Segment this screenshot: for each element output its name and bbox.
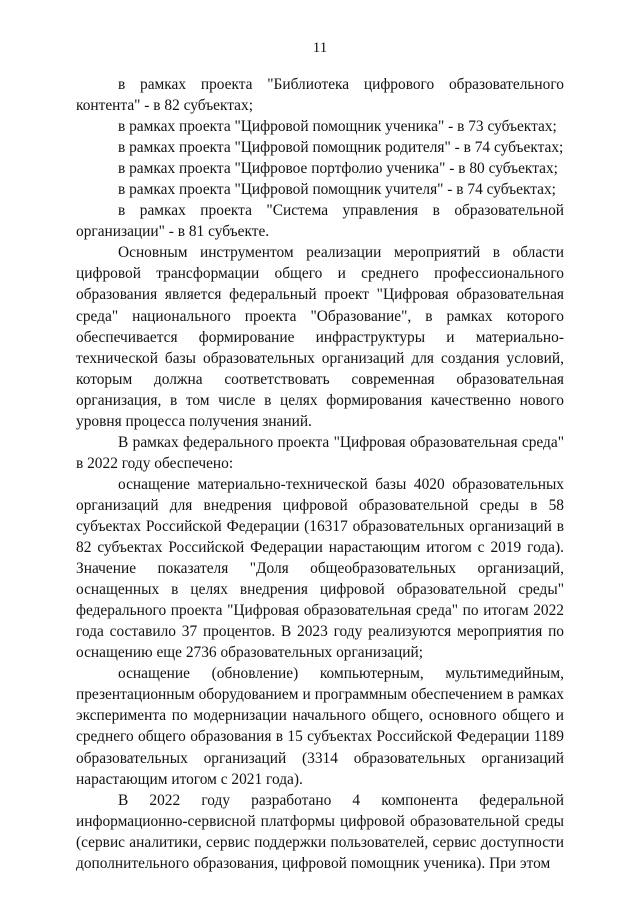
paragraph-parent-assistant: в рамках проекта "Цифровой помощник родителя" - в 74 субъектах;: [118, 139, 564, 157]
paragraph-equipment-base: оснащение материально-технической базы 4020 образовательных организаций для внедрения цифровой образовательной среды в 58 субъектах Российской Федерации (16317 образовательных организаций в 82 субъектах Российской Федерации нарастающим итогом с 2019 года). Значение показателя "Доля общеобразовательных организаций, оснащенных в целях внедрения цифровой образовательной среды" федерального проекта "Цифровая образовательная среда" по итогам 2022 года составило 37 процентов. В 2023 году реализуются мероприятия по оснащению еще 2736 образовательных организаций;: [76, 475, 564, 662]
paragraph-platform-components: В 2022 году разработано 4 компонента федеральной информационно-сервисной платформы цифровой образовательной среды (сервис аналитики, сервис поддержки пользователей, сервис доступности дополнительного образования, цифровой помощник ученика). При этом: [76, 791, 564, 872]
paragraph-student-portfolio: в рамках проекта "Цифровое портфолио ученика" - в 80 субъектах;: [118, 160, 558, 178]
page-number: 11: [312, 40, 328, 56]
paragraph-2022-provided: В рамках федерального проекта "Цифровая образовательная среда" в 2022 году обеспечено:: [76, 433, 564, 472]
paragraph-main-instrument: Основным инструментом реализации мероприятий в области цифровой трансформации общего и среднего профессионального образования является федеральный проект "Цифровая образовательная среда" национального проекта "Образование", в рамках которого обеспечивается формирование инфраструктуры и материально-технической базы образовательных организаций для создания условий, которым должна соответствовать современная образовательная организация, в том числе в целях формирования качественно нового уровня процесса получения знаний.: [76, 244, 564, 430]
paragraph-student-assistant: в рамках проекта "Цифровой помощник ученика" - в 73 субъектах;: [118, 118, 557, 136]
paragraph-teacher-assistant: в рамках проекта "Цифровой помощник учителя" - в 74 субъектах;: [118, 181, 556, 199]
document-body: [76, 74, 564, 874]
paragraph-management-system: в рамках проекта "Система управления в образовательной организации" - в 81 субъекте.: [76, 202, 564, 241]
paragraph-equipment-update: оснащение (обновление) компьютерным, мультимедийным, презентационным оборудованием и программным обеспечением в рамках эксперимента по модернизации начального общего, основного общего и среднего общего образования в 15 субъектах Российской Федерации 1189 образовательных организаций (3314 образовательных организаций нарастающим итогом с 2021 года).: [76, 665, 564, 788]
paragraph-library-project: в рамках проекта "Библиотека цифрового образовательного контента" - в 82 субъектах;: [76, 76, 564, 115]
